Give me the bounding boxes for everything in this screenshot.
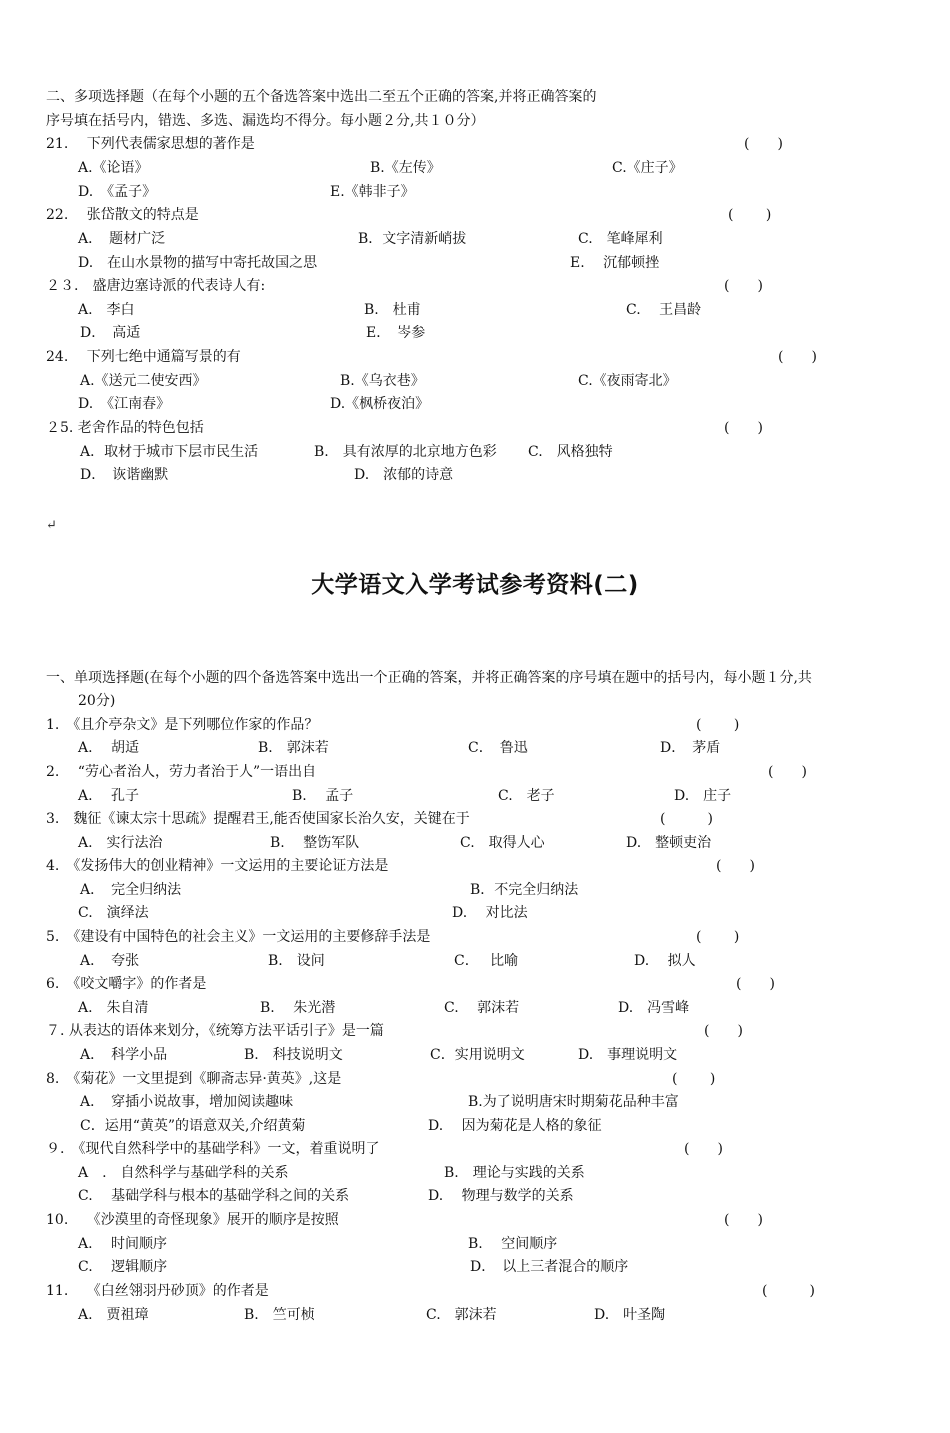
option: C. 逻辑顺序 (78, 1259, 168, 1275)
question-stem: ２5. 老舍作品的特色包括 (46, 420, 204, 436)
option: B. 孟子 (292, 788, 354, 804)
option: C. 郭沫若 (444, 1000, 520, 1016)
section-header-line: 二、多项选择题（在每个小题的五个备选答案中选出二至五个正确的答案,并将正确答案的 (46, 89, 597, 105)
section-header-line: 一、单项选择题(在每个小题的四个备选答案中选出一个正确的答案，并将正确答案的序号填在题中的括号内，每小题１分,共 (46, 670, 812, 686)
option: D． 高适 (80, 325, 141, 341)
option: A. 贾祖璋 (78, 1307, 149, 1323)
section-header-line: 20分) (78, 693, 116, 709)
question-stem: ９. 《现代自然科学中的基础学科》一文，着重说明了 (46, 1141, 380, 1157)
option: A . 自然科学与基础学科的关系 (78, 1165, 289, 1181)
option: C．运用“黄英”的语意双关,介绍黄菊 (80, 1118, 306, 1134)
option: A. 胡适 (78, 740, 140, 756)
option: D. 庄子 (674, 788, 732, 804)
section-header-line: 序号填在括号内，错选、多选、漏选均不得分。每小题２分,共１０分） (46, 113, 485, 129)
option: B.为了说明唐宋时期菊花品种丰富 (468, 1094, 679, 1110)
option: C． 比喻 (454, 953, 519, 969)
option: C． 鲁迅 (468, 740, 528, 756)
question-stem: 1. 《且介亭杂文》是下列哪位作家的作品？ (46, 717, 319, 733)
answer-bracket: ( ) (762, 1283, 815, 1299)
option: C. 取得人心 (460, 835, 545, 851)
option: A. 时间顺序 (78, 1236, 168, 1252)
option: C.《庄子》 (612, 160, 683, 176)
answer-bracket: ( ) (728, 207, 772, 223)
option: D. 整顿吏治 (626, 835, 712, 851)
option: C. 笔峰犀利 (578, 231, 663, 247)
option: A. 李白 (78, 302, 135, 318)
option: D. 《江南春》 (78, 396, 171, 412)
question-stem: 21. 下列代表儒家思想的著作是 (46, 136, 255, 152)
answer-bracket: ( ) (660, 811, 713, 827)
option: D.《枫桥夜泊》 (330, 396, 430, 412)
option: C.《夜雨寄北》 (578, 373, 677, 389)
question-stem: 2. “劳心者治人，劳力者治于人”一语出自 (46, 764, 317, 780)
option: A. 实行法治 (78, 835, 163, 851)
answer-bracket: ( ) (744, 136, 783, 152)
option: D. 《孟子》 (78, 184, 157, 200)
answer-bracket: ( ) (724, 1212, 763, 1228)
question-stem: 24. 下列七绝中通篇写景的有 (46, 349, 241, 365)
option: B. 空间顺序 (468, 1236, 558, 1252)
option: C．实用说明文 (430, 1047, 525, 1063)
question-stem: ２３. 盛唐边塞诗派的代表诗人有: (46, 278, 266, 294)
option: D. 冯雪峰 (618, 1000, 690, 1016)
option: D. 叶圣陶 (594, 1307, 666, 1323)
option: B. 设问 (268, 953, 325, 969)
question-stem: 22. 张岱散文的特点是 (46, 207, 199, 223)
option: C. 基础学科与根本的基础学科之间的关系 (78, 1188, 350, 1204)
option: C. 王昌龄 (626, 302, 702, 318)
option: E. 沉郁顿挫 (570, 255, 660, 271)
question-stem: 3. 魏征《谏太宗十思疏》提醒君王,能否使国家长治久安，关键在于 (46, 811, 470, 827)
answer-bracket: ( ) (684, 1141, 723, 1157)
option: E.《韩非子》 (330, 184, 415, 200)
question-stem: 4. 《发扬伟大的创业精神》一文运用的主要论证方法是 (46, 858, 389, 874)
option: B. 朱光潜 (260, 1000, 336, 1016)
option: B.《乌衣巷》 (340, 373, 425, 389)
option: B. 竺可桢 (244, 1307, 315, 1323)
question-stem: 5. 《建设有中国特色的社会主义》一文运用的主要修辞手法是 (46, 929, 431, 945)
option: B. 杜甫 (364, 302, 421, 318)
option: D． 诙谐幽默 (80, 467, 169, 483)
option: C. 郭沫若 (426, 1307, 497, 1323)
question-stem: 8. 《菊花》一文里提到《聊斋志异·黄英》,这是 (46, 1071, 342, 1087)
option: B. 整饬军队 (270, 835, 360, 851)
option: B．文字清新峭拔 (358, 231, 467, 247)
answer-bracket: ( ) (672, 1071, 716, 1087)
option: D. 拟人 (634, 953, 696, 969)
answer-bracket: ( ) (696, 717, 740, 733)
option: C. 风格独特 (528, 444, 613, 460)
option: B. 科技说明文 (244, 1047, 343, 1063)
question-stem: 6. 《咬文嚼字》的作者是 (46, 976, 207, 992)
option: B．不完全归纳法 (470, 882, 579, 898)
answer-bracket: ( ) (704, 1023, 743, 1039)
question-stem: 10. 《沙漠里的奇怪现象》展开的顺序是按照 (46, 1212, 339, 1228)
option: A.《论语》 (78, 160, 149, 176)
answer-bracket: ( ) (716, 858, 755, 874)
option: D. 浓郁的诗意 (354, 467, 454, 483)
option: D. 事理说明文 (578, 1047, 678, 1063)
option: D. 对比法 (452, 905, 528, 921)
answer-bracket: ( ) (778, 349, 817, 365)
answer-bracket: ( ) (768, 764, 807, 780)
answer-bracket: ( ) (696, 929, 740, 945)
answer-bracket: ( ) (736, 976, 775, 992)
option: A． 科学小品 (80, 1047, 168, 1063)
option: B.《左传》 (370, 160, 441, 176)
option: B. 具有浓厚的北京地方色彩 (314, 444, 497, 460)
page-title: 大学语文入学考试参考资料(二) (311, 572, 639, 598)
option: B. 郭沫若 (258, 740, 329, 756)
paragraph-mark-icon: ↵ (46, 518, 57, 533)
option: A. 孔子 (78, 788, 140, 804)
answer-bracket: ( ) (724, 278, 763, 294)
option: E． 岑参 (366, 325, 426, 341)
option: A．取材于城市下层市民生活 (80, 444, 259, 460)
option: A． 题材广泛 (78, 231, 166, 247)
answer-bracket: ( ) (724, 420, 763, 436)
option: D. 在山水景物的描写中寄托故国之思 (78, 255, 318, 271)
option: D． 以上三者混合的顺序 (470, 1259, 629, 1275)
option: C. 演绎法 (78, 905, 149, 921)
question-stem: ７. 从表达的语体来划分，《统筹方法平话引子》是一篇 (46, 1023, 384, 1039)
option: A． 夸张 (80, 953, 140, 969)
option: C. 老子 (498, 788, 555, 804)
option: A.《送元二使安西》 (80, 373, 207, 389)
option: B. 理论与实践的关系 (444, 1165, 585, 1181)
option: A． 完全归纳法 (80, 882, 182, 898)
option: A． 穿插小说故事，增加阅读趣味 (80, 1094, 294, 1110)
option: D. 因为菊花是人格的象征 (428, 1118, 602, 1134)
question-stem: 11. 《白丝翎羽丹砂顶》的作者是 (46, 1283, 269, 1299)
option: D． 茅盾 (660, 740, 721, 756)
option: A. 朱自清 (78, 1000, 149, 1016)
option: D. 物理与数学的关系 (428, 1188, 574, 1204)
